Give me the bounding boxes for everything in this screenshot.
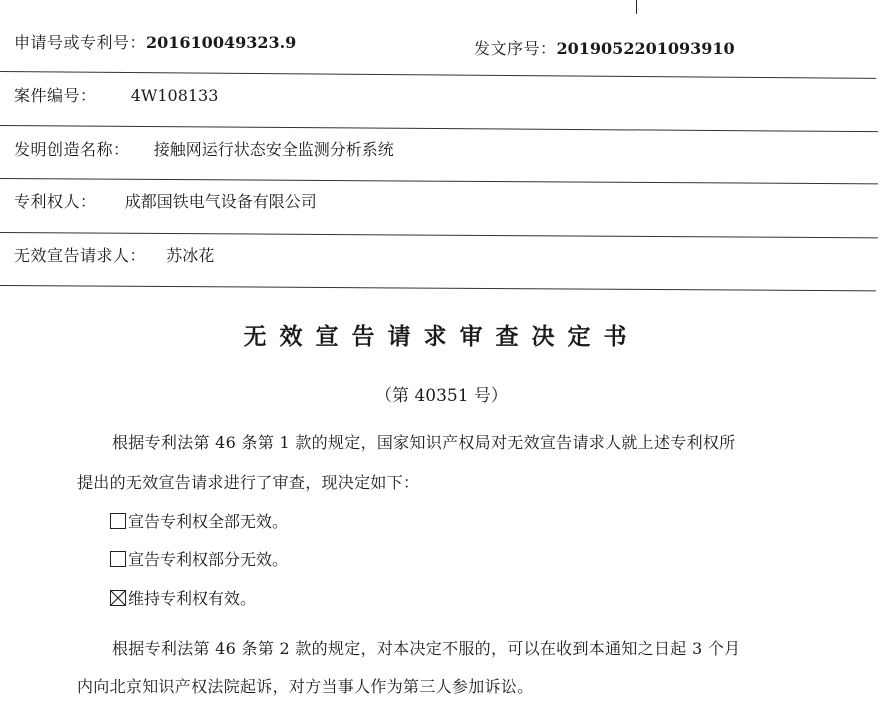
- decision-number: （第 40351 号）: [375, 386, 508, 406]
- case-number-label: 案件编号：: [14, 86, 97, 105]
- checked-box-icon: [110, 590, 126, 606]
- patentee-value: 成都国铁电气设备有限公司: [124, 192, 317, 211]
- header-divider-5: [0, 285, 876, 292]
- invention-name-row: [14, 137, 394, 160]
- invention-name-value: 接触网运行状态安全监测分析系统: [153, 140, 394, 159]
- dispatch-number-value: 2019052201093910: [556, 39, 735, 58]
- requester-value: 苏冰花: [166, 246, 215, 265]
- unchecked-box-icon: [110, 513, 126, 529]
- application-number-row: [14, 30, 296, 53]
- option-label: 宣告专利权全部无效。: [128, 512, 289, 531]
- invention-name-label: 发明创造名称：: [14, 140, 130, 159]
- option-label: 维持专利权有效。: [128, 589, 257, 608]
- requester-row: [14, 243, 214, 266]
- intro-line-2: 提出的无效宣告请求进行了审查，现决定如下：: [77, 473, 420, 492]
- dispatch-number-label: 发文序号：: [474, 39, 557, 58]
- header-divider-1: [0, 71, 876, 79]
- patentee-row: [14, 189, 317, 212]
- application-number-label: 申请号或专利号：: [14, 33, 147, 52]
- document-title: 无效宣告请求审查决定书: [243, 323, 640, 350]
- intro-line-1: 根据专利法第 46 条第 1 款的规定，国家知识产权局对无效宣告请求人就上述专利权所: [112, 433, 736, 452]
- header-divider-4: [0, 232, 878, 239]
- case-number-value: 4W108133: [130, 86, 219, 105]
- top-divider-tick: [636, 0, 637, 14]
- appeal-line-1: 根据专利法第 46 条第 2 款的规定，对本决定不服的，可以在收到本通知之日起 3 个月: [112, 639, 741, 658]
- appeal-line-2: 内向北京知识产权法院起诉，对方当事人作为第三人参加诉讼。: [77, 677, 534, 696]
- case-number-row: [14, 83, 218, 106]
- dispatch-number-row: [474, 36, 735, 59]
- option-maintain-valid: [110, 586, 256, 609]
- header-divider-2: [0, 125, 878, 133]
- requester-label: 无效宣告请求人：: [14, 246, 147, 265]
- patentee-label: 专利权人：: [14, 192, 97, 211]
- option-label: 宣告专利权部分无效。: [128, 550, 289, 569]
- application-number-value: 201610049323.9: [146, 33, 297, 52]
- option-invalidate-all: [110, 509, 288, 532]
- header-divider-3: [0, 178, 878, 185]
- option-invalidate-partial: [110, 547, 288, 570]
- unchecked-box-icon: [110, 551, 126, 567]
